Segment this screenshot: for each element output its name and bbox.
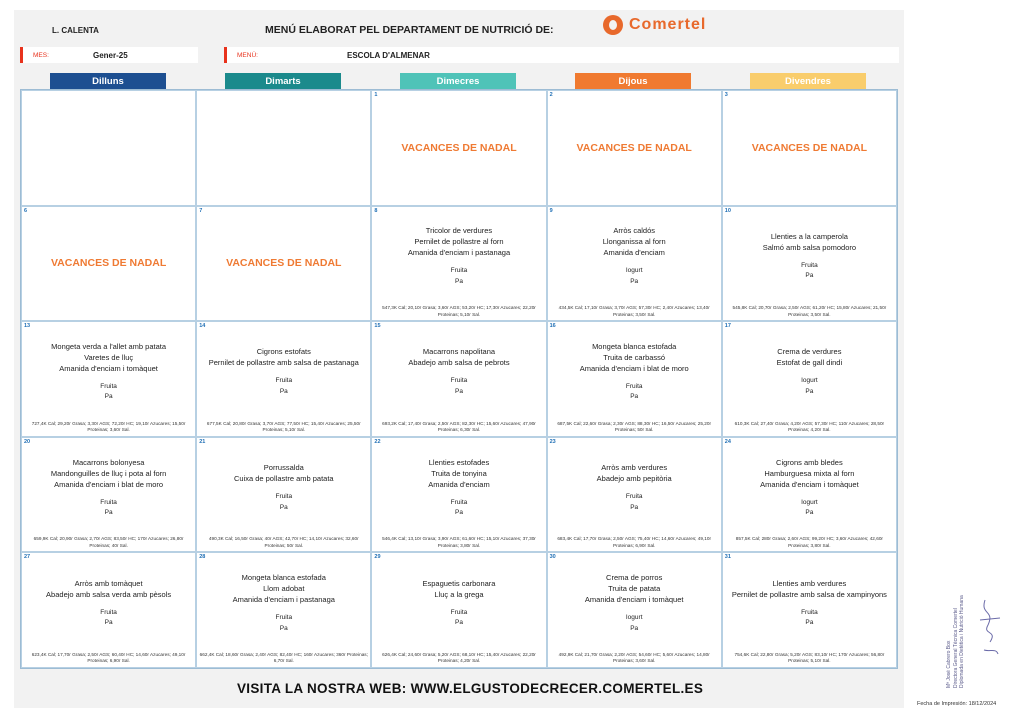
- side-item: Fruita: [450, 267, 468, 275]
- nutrition-info: 683,4K Cal; 17,70r Grasa; 2,50r AGS; 75,40r HC; 14,60r Azucares; 49,10r Proteinas; 6,90r Sal.: [557, 536, 712, 548]
- side-item: Fruita: [100, 608, 117, 616]
- menu-content: [763, 231, 856, 282]
- side-item: Fruita: [275, 614, 293, 622]
- comertel-logo-text: Comertel: [629, 16, 707, 33]
- nutrition-info: 492,9K Cal; 21,70r Grasa; 2,20r AGS; 54,60r HC; 5,60r Azucares; 14,80r Proteinas; 3,60r Sal.: [558, 651, 710, 664]
- side-item: Pa: [805, 509, 814, 517]
- dish-name: Tricolor de verdures: [425, 226, 493, 236]
- nutrition-info: 545,8K Cal; 20,70r Grasa; 2,50r AGS; 61,20r HC; 15,80r Azucares; 21,50r Proteinas; 3,50r Sal.: [732, 305, 887, 317]
- menu-day-cell: [371, 552, 546, 668]
- menu-day-cell: [21, 90, 196, 206]
- side-item: Fruita: [100, 498, 117, 506]
- menu-content: [423, 578, 496, 629]
- day-number: 30: [549, 554, 556, 561]
- side-item: Fruita: [801, 608, 818, 616]
- side-item: Fruita: [275, 493, 293, 501]
- menu-day-cell: [196, 437, 371, 553]
- menu-heading: MENÚ ELABORAT PEL DEPARTAMENT DE NUTRICIÓ DE:: [265, 24, 554, 36]
- vacation-label: VACANCES DE NADAL: [50, 257, 167, 270]
- dish-name: Truita de patata: [608, 584, 661, 594]
- menu-day-cell: [196, 552, 371, 668]
- dish-name: Salmó amb salsa pomodoro: [762, 242, 857, 252]
- nutrition-info: 610,3K Cal; 27,40r Grasa; 4,20r AGS; 57,30r HC; 110r Azucares; 28,50r Proteinas; 4,20r Sal.: [734, 420, 885, 433]
- dish-name: Mongeta blanca estofada: [241, 573, 326, 583]
- menu-day-cell: [547, 552, 722, 668]
- side-item: Pa: [279, 624, 288, 632]
- dish-name: Llonganissa al forn: [602, 237, 666, 247]
- menu-content: [46, 578, 171, 629]
- nutrition-info: 490,3K Cal; 16,50r Grasa; 40r AGS; 42,70r HC; 14,10r Azucares; 32,60r Proteinas; 50r Sal.: [208, 536, 359, 548]
- menu-day-cell: [196, 321, 371, 437]
- vacation-label: VACANCES DE NADAL: [401, 141, 517, 154]
- dish-name: Mandonguilles de lluç i pota al forn: [50, 468, 167, 478]
- comertel-logo-icon: [603, 15, 623, 35]
- side-item: Fruita: [625, 382, 643, 390]
- dish-name: Cigrons estofats: [256, 347, 311, 357]
- dish-name: Arròs caldós: [613, 226, 656, 236]
- menu-day-cell: [371, 321, 546, 437]
- nutrition-info: 662,4K Cal; 18,60r Grasa; 2,40r AGS; 82,40r HC; 160r Azucares; 360r Proteinas; 6,70r Sal.: [199, 651, 368, 664]
- side-item: Pa: [455, 277, 463, 285]
- vacation-label: VACANCES DE NADAL: [226, 257, 342, 270]
- day-number: 3: [724, 92, 728, 98]
- day-number: 7: [199, 207, 203, 214]
- side-item: Fruita: [450, 608, 468, 616]
- menu-content: [585, 572, 684, 634]
- dish-name: Truita de carbassó: [603, 352, 666, 362]
- day-header-friday: Divendres: [750, 73, 866, 90]
- dish-name: Abadejo amb salsa verda amb pèsols: [46, 589, 172, 599]
- day-number: 27: [24, 554, 31, 561]
- nutrition-info: 857,5K Cal; 280r Grasa; 2,60r AGS; 99,20r HC; 3,60r Azucares; 42,60r Proteinas; 3,80r Sal.: [735, 536, 883, 548]
- day-number: 14: [199, 323, 206, 330]
- day-number: 29: [374, 554, 381, 561]
- comertel-logo: [603, 15, 706, 35]
- side-item: Pa: [104, 509, 113, 517]
- menu-content: [760, 457, 859, 519]
- day-number: 31: [724, 554, 731, 561]
- menu-content: [408, 225, 510, 287]
- dish-name: Abadejo amb salsa de pebrots: [408, 358, 510, 368]
- menu-day-cell: [547, 90, 722, 206]
- side-item: Fruita: [275, 377, 293, 385]
- nutrition-info: 626,4K Cal; 24,60r Grasa; 5,20r AGS; 68,10r HC; 15,40r Azucares; 22,20r Proteinas; 4,20r Sal.: [382, 651, 536, 664]
- dish-name: Amanida d'enciam i blat de moro: [54, 479, 164, 489]
- menu-content: [777, 346, 842, 397]
- nutrition-info: 693,2K Cal; 17,40r Grasa; 2,50r AGS; 82,30r HC; 15,60r Azucares; 47,90r Proteinas; 6,30r Sal.: [382, 420, 536, 433]
- month-label: MES:: [33, 51, 49, 59]
- dish-name: Amanida d'enciam i tomàquet: [584, 595, 684, 605]
- nutrition-info: 727,4K Cal; 29,20r Grasa; 3,30r AGS; 72,20r HC; 19,10r Azucares; 15,50r Proteinas; 3,60r Sal.: [31, 420, 186, 433]
- dish-name: Abadejo amb pepitòria: [596, 474, 672, 484]
- menu-day-cell: [196, 206, 371, 322]
- side-item: Fruita: [450, 377, 468, 385]
- day-number: 8: [374, 207, 378, 214]
- dish-name: Cuixa de pollastre amb patata: [233, 474, 334, 484]
- menu-content: [428, 457, 489, 519]
- day-number: 21: [199, 438, 206, 445]
- signature-line: Directora General Tècnica Comertel: [952, 608, 959, 688]
- menu-calendar-grid: [20, 89, 898, 669]
- side-item: Iogurt: [625, 267, 643, 275]
- dish-name: Pernilet de pollastre al forn: [414, 237, 504, 247]
- service-type-label: L. CALENTA: [52, 26, 99, 35]
- dish-name: Crema de verdures: [777, 347, 842, 357]
- dish-name: Llom adobat: [263, 584, 305, 594]
- side-item: Pa: [279, 387, 288, 395]
- nutrition-info: 434,5K Cal; 17,10r Grasa; 3,70r AGS; 57,30r HC; 2,40r Azucares; 13,40r Proteinas; 3,50r Sal.: [558, 305, 710, 317]
- dish-name: Amanida d'enciam i pastanaga: [232, 595, 335, 605]
- dish-name: Amanida d'enciam: [428, 479, 490, 489]
- nutrition-info: 659,9K Cal; 20,90r Grasa; 2,70r AGS; 83,50r HC; 170r Azucares; 26,80r Proteinas; 40r Sal.: [33, 536, 184, 548]
- side-item: Fruita: [625, 493, 643, 501]
- side-item: Pa: [455, 509, 463, 517]
- menu-field: [224, 47, 899, 63]
- signature-text: [946, 595, 966, 688]
- nutrition-info: 623,4K Cal; 17,70r Grasa; 2,50r AGS; 60,40r HC; 14,60r Azucares; 49,10r Proteinas; 6,90r Sal.: [31, 651, 186, 664]
- side-item: Pa: [630, 624, 639, 632]
- dish-name: Llenties a la camperola: [770, 231, 848, 241]
- dish-name: Llenties estofades: [428, 457, 490, 467]
- menu-content: [408, 346, 509, 397]
- menu-day-cell: [371, 206, 546, 322]
- menu-content: [233, 572, 335, 634]
- day-number: 22: [374, 438, 381, 445]
- menu-day-cell: [722, 321, 897, 437]
- day-number: 13: [24, 323, 31, 330]
- side-item: Pa: [805, 272, 814, 280]
- side-item: Fruita: [450, 498, 468, 506]
- nutrition-info: 547,3K Cal; 20,10r Grasa; 3,60r AGS; 53,20r HC; 17,30r Azucares; 22,20r Proteinas; 5,10r Sal.: [382, 305, 536, 317]
- dish-name: Mongeta verda a l'allet amb patata: [51, 341, 167, 351]
- menu-content: [732, 578, 887, 629]
- menu-day-cell: [196, 90, 371, 206]
- nutrition-info: 754,6K Cal; 22,80r Grasa; 5,20r AGS; 83,10r HC; 170r Azucares; 56,80r Proteinas; 5,10r Sal.: [734, 651, 885, 664]
- day-number: 10: [724, 207, 731, 214]
- website-banner: VISITA LA NOSTRA WEB: WWW.ELGUSTODECRECER.COMERTEL.ES: [237, 681, 704, 696]
- side-item: Iogurt: [625, 614, 643, 622]
- nutrition-info: 546,4K Cal; 13,10r Grasa; 3,90r AGS; 61,60r HC; 15,10r Azucares; 37,30r Proteinas; 3,80r Sal.: [382, 536, 536, 548]
- menu-day-cell: [371, 90, 546, 206]
- menu-day-cell: [21, 321, 196, 437]
- menu-content: [234, 462, 334, 513]
- menu-day-cell: [21, 552, 196, 668]
- side-item: Pa: [279, 503, 288, 511]
- menu-day-cell: [722, 552, 897, 668]
- menu-content: [51, 341, 166, 403]
- day-header-wednesday: Dimecres: [400, 73, 516, 90]
- dish-name: Lluç a la grega: [434, 589, 484, 599]
- dish-name: Porrussalda: [263, 463, 304, 473]
- side-item: Pa: [104, 393, 113, 401]
- vacation-label: VACANCES DE NADAL: [751, 141, 868, 154]
- dish-name: Arròs amb verdures: [601, 463, 668, 473]
- dish-name: Estofat de gall dindi: [776, 358, 843, 368]
- dish-name: Truita de tonyina: [431, 468, 487, 478]
- menu-day-cell: [722, 90, 897, 206]
- menu-day-cell: [722, 206, 897, 322]
- menu-day-cell: [722, 437, 897, 553]
- nutrition-info: 677,5K Cal; 20,80r Grasa; 3,70r AGS; 77,50r HC; 15,40r Azucares; 25,50r Proteinas; 5,10r Sal.: [206, 420, 361, 433]
- day-number: 9: [549, 207, 553, 214]
- day-number: 16: [549, 323, 556, 330]
- nutrition-info: 687,5K Cal; 22,60r Grasa; 2,30r AGS; 88,30r HC; 16,50r Azucares; 25,20r Proteinas; 50r Sal.: [557, 420, 712, 433]
- dish-name: Crema de porros: [606, 573, 663, 583]
- dish-name: Hamburguesa mixta al forn: [764, 468, 855, 478]
- dish-name: Amanida d'enciam i tomàquet: [760, 479, 859, 489]
- print-date: Fecha de Impresión: 18/12/2024: [917, 701, 997, 707]
- weekday-header: [20, 73, 898, 90]
- dish-name: Macarrons bolonyesa: [72, 457, 145, 467]
- signature-line: Mª José Cabrero Box: [946, 640, 952, 688]
- menu-content: [51, 457, 167, 519]
- menu-day-cell: [371, 437, 546, 553]
- dish-name: Varetes de lluç: [84, 352, 134, 362]
- menu-content: [209, 346, 359, 397]
- dish-name: Amanida d'enciam i pastanaga: [407, 248, 511, 258]
- menu-day-cell: [21, 437, 196, 553]
- signature-line: Diplomada en Dietètica i Nutrició Humana: [959, 595, 965, 688]
- menu-content: [597, 462, 672, 513]
- day-number: 28: [199, 554, 206, 561]
- dish-name: Espaguetis carbonara: [422, 578, 496, 588]
- side-item: Pa: [455, 387, 463, 395]
- side-item: Pa: [630, 277, 639, 285]
- dish-name: Amanida d'enciam i blat de moro: [579, 363, 689, 373]
- day-number: 15: [374, 323, 381, 330]
- menu-label: MENÚ:: [237, 51, 258, 59]
- menu-day-cell: [547, 437, 722, 553]
- side-item: Pa: [630, 393, 639, 401]
- side-item: Pa: [805, 387, 814, 395]
- dish-name: Amanida d'enciam i tomàquet: [59, 363, 158, 373]
- side-item: Fruita: [100, 382, 117, 390]
- side-item: Pa: [455, 619, 463, 627]
- day-number: 23: [549, 438, 556, 445]
- dish-name: Pernilet de pollastre amb salsa de pastanaga: [208, 358, 359, 368]
- month-value: Gener-25: [93, 50, 128, 60]
- dish-name: Macarrons napolitana: [422, 347, 496, 357]
- vacation-label: VACANCES DE NADAL: [576, 141, 692, 154]
- dish-name: Llenties amb verdures: [772, 578, 847, 588]
- menu-value: ESCOLA D'ALMENAR: [347, 50, 430, 60]
- side-item: Pa: [104, 619, 113, 627]
- menu-content: [580, 341, 689, 403]
- dish-name: Cigrons amb bledes: [776, 457, 843, 467]
- day-number: 17: [724, 323, 731, 330]
- menu-content: [603, 225, 666, 287]
- side-item: Pa: [805, 619, 814, 627]
- day-number: 2: [549, 92, 553, 98]
- dish-name: Amanida d'enciam: [603, 248, 665, 258]
- dish-name: Pernilet de pollastre amb salsa de xampinyons: [731, 589, 887, 599]
- side-item: Iogurt: [801, 498, 818, 506]
- day-header-monday: Dilluns: [50, 73, 166, 90]
- dish-name: Mongeta blanca estofada: [592, 341, 677, 351]
- day-number: 1: [374, 92, 378, 98]
- day-number: 20: [24, 438, 31, 445]
- menu-day-cell: [547, 321, 722, 437]
- month-field: [20, 47, 198, 63]
- day-header-thursday: Dijous: [575, 73, 691, 90]
- side-item: Fruita: [801, 261, 818, 269]
- menu-day-cell: [21, 206, 196, 322]
- side-item: Iogurt: [801, 377, 818, 385]
- day-number: 24: [724, 438, 731, 445]
- day-number: 6: [24, 207, 28, 214]
- day-header-tuesday: Dimarts: [225, 73, 341, 90]
- side-item: Pa: [630, 503, 639, 511]
- dish-name: Arròs amb tomàquet: [74, 578, 143, 588]
- menu-day-cell: [547, 206, 722, 322]
